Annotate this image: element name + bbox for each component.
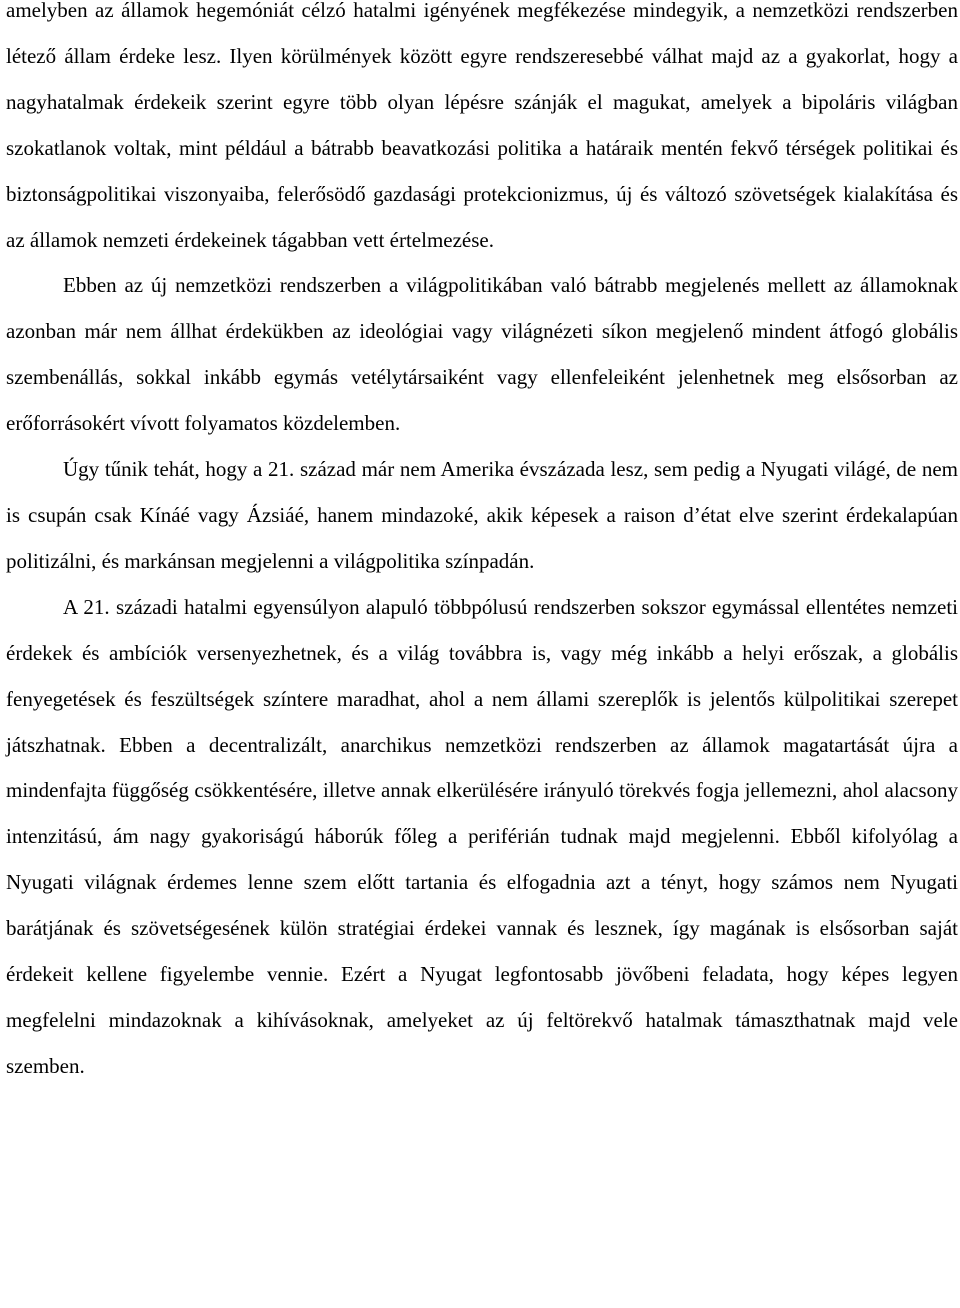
paragraph-3: Úgy tűnik tehát, hogy a 21. század már nem Amerika évszázada lesz, sem pedig a Nyugati világé, de nem is csupán csak Kínáé vagy Ázsiáé, hanem mindazoké, akik képesek a raison d’état elve szerint érdekalapúan politizálni, és markánsan megjelenni a világpolitika színpadán. [6, 457, 958, 573]
document-page [6, 0, 958, 1090]
paragraph-2: Ebben az új nemzetközi rendszerben a világpolitikában való bátrabb megjelenés mellett az államoknak azonban már nem állhat érdekükben az ideológiai vagy világnézeti síkon megjelenő mindent átfogó globális szembenállás, sokkal inkább egymás vetélytársaiként vagy ellenfeleiként jelenhetnek meg elsősorban az erőforrásokért vívott folyamatos közdelemben. [6, 273, 958, 436]
paragraph-4: A 21. századi hatalmi egyensúlyon alapuló többpólusú rendszerben sokszor egymással ellentétes nemzeti érdekek és ambíciók versenyezhetnek, és a világ továbbra is, vagy még inkább a helyi erőszak, a globális fenyegetések és feszültségek színtere maradhat, ahol a nem állami szereplők is jelentős külpolitikai szerepet játszhatnak. Ebben a decentralizált, anarchikus nemzetközi rendszerben az államok magatartását újra a mindenfajta függőség csökkentésére, illetve annak elkerülésére irányuló törekvés fogja jellemezni, ahol alacsony intenzitású, ám nagy gyakoriságú háborúk főleg a periférián tudnak majd megjelenni. Ebből kifolyólag a Nyugati világnak érdemes lenne szem előtt tartania és elfogadnia azt a tényt, hogy számos nem Nyugati barátjának és szövetségesének külön stratégiai érdekei vannak és lesznek, így magának is elsősorban saját érdekeit kellene figyelembe vennie. Ezért a Nyugat legfontosabb jövőbeni feladata, hogy képes legyen megfelelni mindazoknak a kihívásoknak, amelyeket az új feltörekvő hatalmak támaszthatnak majd vele szemben. [6, 594, 958, 1078]
paragraph-1: amelyben az államok hegemóniát célzó hatalmi igényének megfékezése mindegyik, a nemzetközi rendszerben létező állam érdeke lesz. Ilyen körülmények között egyre rendszeresebbé válhat majd az a gyakorlat, hogy a nagyhatalmak érdekeik szerint egyre több olyan lépésre szánják el magukat, amelyek a bipoláris világban szokatlanok voltak, mint például a bátrabb beavatkozási politika a határaik mentén fekvő térségek politikai és biztonságpolitikai viszonyaiba, felerősödő gazdasági protekcionizmus, új és változó szövetségek kialakítása és az államok nemzeti érdekeinek tágabban vett értelmezése. [6, 0, 958, 252]
